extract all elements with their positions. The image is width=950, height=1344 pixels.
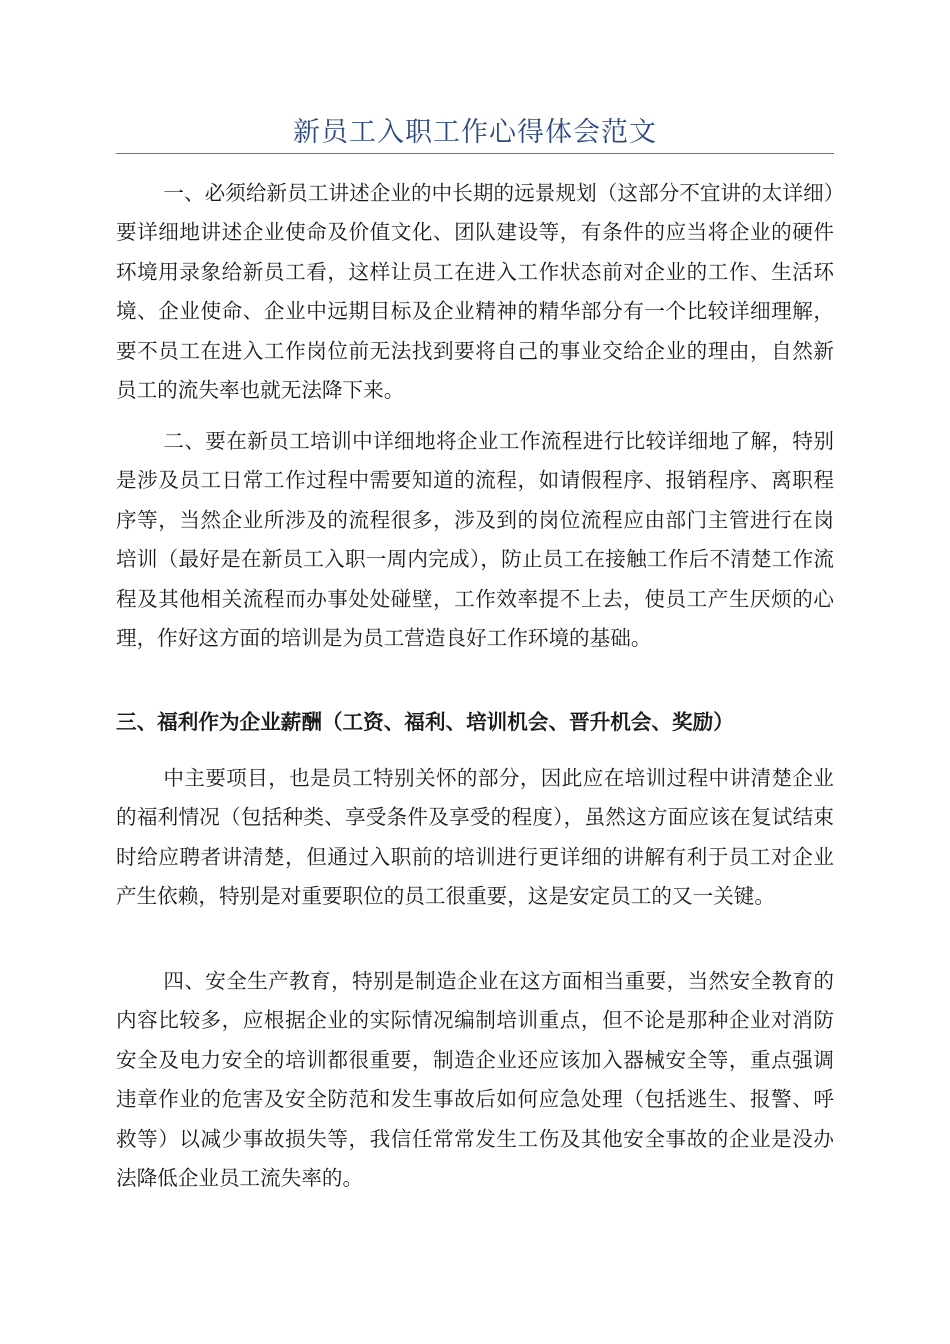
section-heading-benefits: 三、福利作为企业薪酬（工资、福利、培训机会、晋升机会、奖励） <box>116 710 734 734</box>
title-underline-rule <box>116 153 834 154</box>
document-page <box>116 0 834 1344</box>
document-title: 新员工入职工作心得体会范文 <box>293 117 657 148</box>
paragraph-2: 二、要在新员工培训中详细地将企业工作流程进行比较详细地了解，特别是涉及员工日常工作过程中需要知道的流程，如请假程序、报销程序、离职程序等，当然企业所涉及的流程很多，涉及到的岗位流程应由部门主管进行在岗培训（最好是在新员工入职一周内完成），防止员工在接触工作后不清楚工作流程及其他相关流程而办事处处碰壁，工作效率提不上去，使员工产生厌烦的心理，作好这方面的培训是为员工营造良好工作环境的基础。 <box>116 429 834 651</box>
paragraph-4: 四、安全生产教育，特别是制造企业在这方面相当重要，当然安全教育的内容比较多，应根据企业的实际情况编制培训重点，但不论是那种企业对消防安全及电力安全的培训都很重要，制造企业还应该加入器械安全等，重点强调违章作业的危害及安全防范和发生事故后如何应急处理（包括逃生、报警、呼救等）以减少事故损失等，我信任常常发生工伤及其他安全事故的企业是没办法降低企业员工流失率的。 <box>116 969 834 1191</box>
paragraph-1: 一、必须给新员工讲述企业的中长期的远景规划（这部分不宜讲的太详细）要详细地讲述企业使命及价值文化、团队建设等，有条件的应当将企业的硬件环境用录象给新员工看，这样让员工在进入工作状态前对企业的工作、生活环境、企业使命、企业中远期目标及企业精神的精华部分有一个比较详细理解，要不员工在进入工作岗位前无法找到要将自己的事业交给企业的理由，自然新员工的流失率也就无法降下来。 <box>116 181 834 403</box>
paragraph-3: 中主要项目，也是员工特别关怀的部分，因此应在培训过程中讲清楚企业的福利情况（包括种类、享受条件及享受的程度），虽然这方面应该在复试结束时给应聘者讲清楚，但通过入职前的培训进行更详细的讲解有利于员工对企业产生依赖，特别是对重要职位的员工很重要，这是安定员工的又一关键。 <box>116 766 834 909</box>
